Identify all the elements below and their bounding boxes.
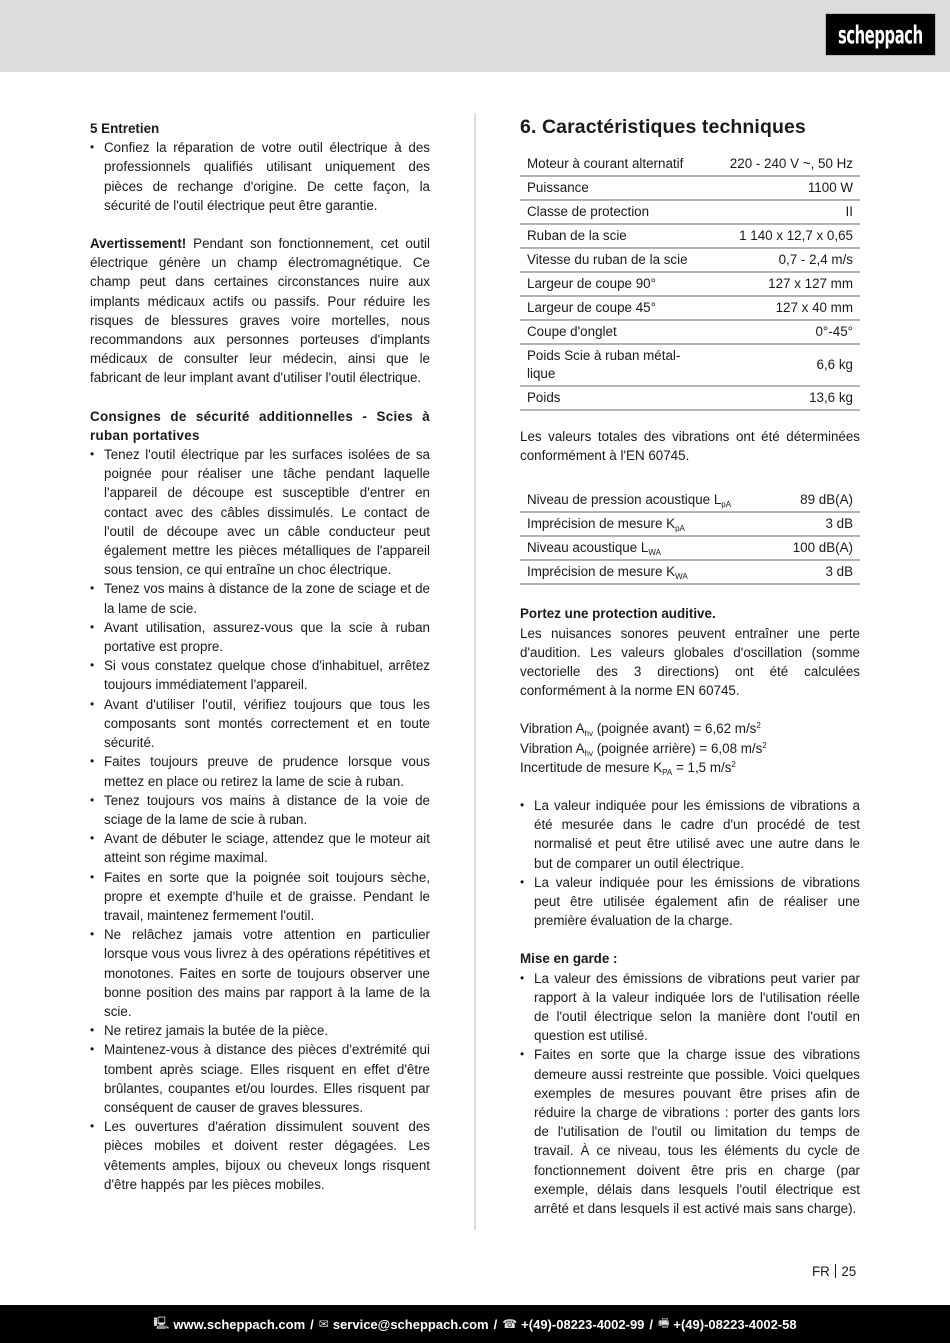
table-row <box>520 386 860 410</box>
noise-label: Niveau acoustique $L_{WA}$ <box>520 536 774 560</box>
maintenance-title: 5 Entretien <box>90 121 160 136</box>
noise-value: 3 dB <box>774 512 860 536</box>
spec-label: Vitesse du ruban de la scie <box>520 248 704 272</box>
spec-value: II <box>704 200 860 224</box>
list-item: • La valeur indiquée pour les émissions de vibrations peut être utilisée également afin de réaliser une première évaluation de la charge. <box>520 873 860 931</box>
table-row <box>520 248 860 272</box>
spec-value: 220 - 240 V ~, 50 Hz <box>704 153 860 176</box>
footer-website-link[interactable]: www.scheppach.com <box>173 1316 306 1332</box>
spec-label: Poids <box>520 386 704 410</box>
noise-table <box>520 489 860 585</box>
noise-label: Niveau de pression acoustique $L_{pA}$ <box>520 489 774 512</box>
table-row <box>520 489 860 512</box>
list-item: • Ne relâchez jamais votre attention en particulier lorsque vous vous livrez à des opérations répétitives et monotones. Faites en sorte de toujours observer une bonne position des mains par rapport à la lame de la scie. <box>90 925 430 1021</box>
list-item: • Avant de débuter le sciage, attendez que le moteur ait atteint son régime maximal. <box>90 829 430 867</box>
computer-icon: 🖳 <box>153 1315 170 1330</box>
spec-value: 1100 W <box>704 176 860 200</box>
table-row <box>520 176 860 200</box>
header-band <box>0 0 950 72</box>
vibration-bullets <box>520 796 860 930</box>
footer-separator: / <box>310 1316 314 1332</box>
mail-icon: ✉ <box>318 1317 329 1331</box>
footer-fax: +(49)-08223-4002-58 <box>673 1316 797 1332</box>
vibration-value-line: Vibration $A_{hv}$ (poignée avant) = 6,62 $m/s^2$ <box>520 721 761 739</box>
table-row <box>520 200 860 224</box>
footer-separator: / <box>649 1316 654 1332</box>
right-column <box>520 115 860 1218</box>
fax-icon: 🖷 <box>658 1315 670 1330</box>
list-item: • Les ouvertures d'aération dissimulent souvent des pièces mobiles et doivent rester dégagées. Les vêtements amples, bijoux ou cheveux longs risquent d'être happés par les pièces mobiles. <box>90 1117 430 1194</box>
list-item: • La valeur des émissions de vibrations peut varier par rapport à la valeur indiquée lors de l'utilisation réelle de l'outil électrique selon la manière dont l'outil en question est utilisé. <box>520 969 860 1046</box>
vibration-values <box>520 719 860 777</box>
page-number <box>812 1264 856 1279</box>
spec-value: 0°-45° <box>704 320 860 344</box>
specs-table <box>520 153 860 411</box>
hearing-text: Les nuisances sonores peuvent entraîner une perte d'audition. Les valeurs globales d'oscillation (somme vectorielle des 3 directions) ont été calculées conformément à la norme EN 60745. <box>520 625 860 699</box>
spec-label: Ruban de la scie <box>520 224 704 248</box>
table-row <box>520 272 860 296</box>
page-num: 25 <box>841 1264 857 1279</box>
warning-paragraph <box>90 234 430 388</box>
noise-value: 100 dB(A) <box>774 536 860 560</box>
table-row <box>520 224 860 248</box>
warning-label: Avertissement! <box>90 236 187 252</box>
table-row <box>520 560 860 584</box>
footer-email-link[interactable]: service@scheppach.com <box>332 1316 489 1332</box>
safety-list <box>90 445 430 1194</box>
left-column <box>90 119 430 1194</box>
list-item: • Tenez vos mains à distance de la zone de sciage et de la lame de scie. <box>90 579 430 617</box>
list-item: • Maintenez-vous à distance des pièces d'extrémité qui tombent après sciage. Elles risquent en effet d'être brûlantes, coupantes et/ou lourdes. Elles risquent par conséquent de causer de graves blessures. <box>90 1040 430 1117</box>
list-item: • Ne retirez jamais la butée de la pièce. <box>90 1021 430 1040</box>
page-language: FR <box>812 1264 830 1279</box>
list-item: • Avant d'utiliser l'outil, vérifiez toujours que tous les composants sont montés correctement et en toute sécurité. <box>90 695 430 753</box>
footer-phone: +(49)-08223-4002-99 <box>521 1316 645 1332</box>
vibration-note: Les valeurs totales des vibrations ont été déterminées conformément à l'EN 60745. <box>520 429 860 464</box>
maintenance-list <box>90 138 430 215</box>
footer-separator: / <box>493 1316 498 1332</box>
spec-value: 1 140 x 12,7 x 0,65 <box>704 224 860 248</box>
phone-icon: ☎ <box>502 1317 518 1331</box>
caution-list <box>520 969 860 1219</box>
hearing-title: Portez une protection auditive. <box>520 606 716 622</box>
list-item: • Faites en sorte que la poignée soit toujours sèche, propre et exempte d'huile et de graisse. Pendant le travail, maintenez fermement l'outil. <box>90 868 430 926</box>
table-row <box>520 296 860 320</box>
noise-value: 3 dB <box>774 560 860 584</box>
table-row <box>520 320 860 344</box>
vibration-value-line: Incertitude de mesure $K_{PA} = 1,5$ $m/s^2$ <box>520 759 736 777</box>
list-item: • Confiez la réparation de votre outil électrique à des professionnels qualifiés utilisant uniquement des pièces de rechange d'origine. De cette façon, la sécurité de l'outil électrique peut être garantie. <box>90 138 430 215</box>
spec-label: Largeur de coupe 90° <box>520 272 704 296</box>
table-row <box>520 153 860 176</box>
vibration-value-line: Vibration $A_{hv}$ (poignée arrière) = 6,08 $m/s^2$ <box>520 740 767 758</box>
list-item: • Faites toujours preuve de prudence lorsque vous mettez en place ou retirez la lame de scie à ruban. <box>90 752 430 790</box>
table-row <box>520 536 860 560</box>
page-separator <box>835 1264 837 1278</box>
table-row <box>520 512 860 536</box>
section-title: 6. Caractéristiques techniques <box>520 116 806 138</box>
safety-title: Consignes de sécurité additionnelles - Scies à ruban portatives <box>90 408 430 443</box>
list-item: • Tenez l'outil électrique par les surfaces isolées de sa poignée pour réaliser une tâche pendant laquelle l'appareil de découpe est susceptible d'entrer en contact avec des câbles dissimulés. Le contact de l'outil de découpe avec un câble conducteur peut également mettre les pièces métalliques de l'appareil sous tension, ce qui entraîne un choc électrique. <box>90 445 430 579</box>
noise-value: 89 dB(A) <box>774 489 860 512</box>
spec-label: Poids Scie à ruban métal-lique <box>520 344 704 386</box>
column-divider <box>474 113 476 1230</box>
footer-bar <box>0 1305 950 1343</box>
list-item: • Faites en sorte que la charge issue des vibrations demeure aussi restreinte que possible. Voici quelques exemples de mesures pouvant être prises afin de réduire la charge de vibrations : porter des gants lors de l'utilisation de l'outil ou limitation du temps de travail. À ce niveau, tous les éléments du cycle de fonctionnement doivent être pris en charge (par exemple, délais dans lesquels l'outil électrique est arrêté et dans lesquels il est activé mais sans charge). <box>520 1045 860 1218</box>
spec-value: 0,7 - 2,4 m/s <box>704 248 860 272</box>
table-row <box>520 344 860 386</box>
scheppach-logo: scheppach <box>825 13 936 56</box>
spec-value: 6,6 kg <box>704 344 860 386</box>
warning-text: Pendant son fonctionnement, cet outil électrique génère un champ électromagnétique. Ce champ peut dans certaines circonstances nuire aux implants médicaux actifs ou passifs. Pour réduire les risques de blessures graves voire mortelles, nous recommandons aux personnes porteuses d'implants médicaux de consulter leur médecin, ainsi que le fabricant de leur implant avant d'utiliser l'outil électrique. <box>90 236 430 386</box>
spec-value: 127 x 40 mm <box>704 296 860 320</box>
caution-title: Mise en garde : <box>520 951 618 967</box>
list-item: • La valeur indiquée pour les émissions de vibrations a été mesurée dans le cadre d'un procédé de test normalisé et peut être utilisé avec une autre dans le but de comparer un outil électrique. <box>520 796 860 873</box>
spec-label: Largeur de coupe 45° <box>520 296 704 320</box>
spec-value: 127 x 127 mm <box>704 272 860 296</box>
list-item: • Tenez toujours vos mains à distance de la voie de sciage de la lame de scie à ruban. <box>90 791 430 829</box>
list-item: • Avant utilisation, assurez-vous que la scie à ruban portative est propre. <box>90 618 430 656</box>
spec-label: Moteur à courant alternatif <box>520 153 704 176</box>
spec-label: Puissance <box>520 176 704 200</box>
list-item: • Si vous constatez quelque chose d'inhabituel, arrêtez toujours immédiatement l'appareil. <box>90 656 430 694</box>
noise-label: Imprécision de mesure $K_{WA}$ <box>520 560 774 584</box>
spec-value: 13,6 kg <box>704 386 860 410</box>
spec-label: Coupe d'onglet <box>520 320 704 344</box>
noise-label: Imprécision de mesure $K_{pA}$ <box>520 512 774 536</box>
spec-label: Classe de protection <box>520 200 704 224</box>
